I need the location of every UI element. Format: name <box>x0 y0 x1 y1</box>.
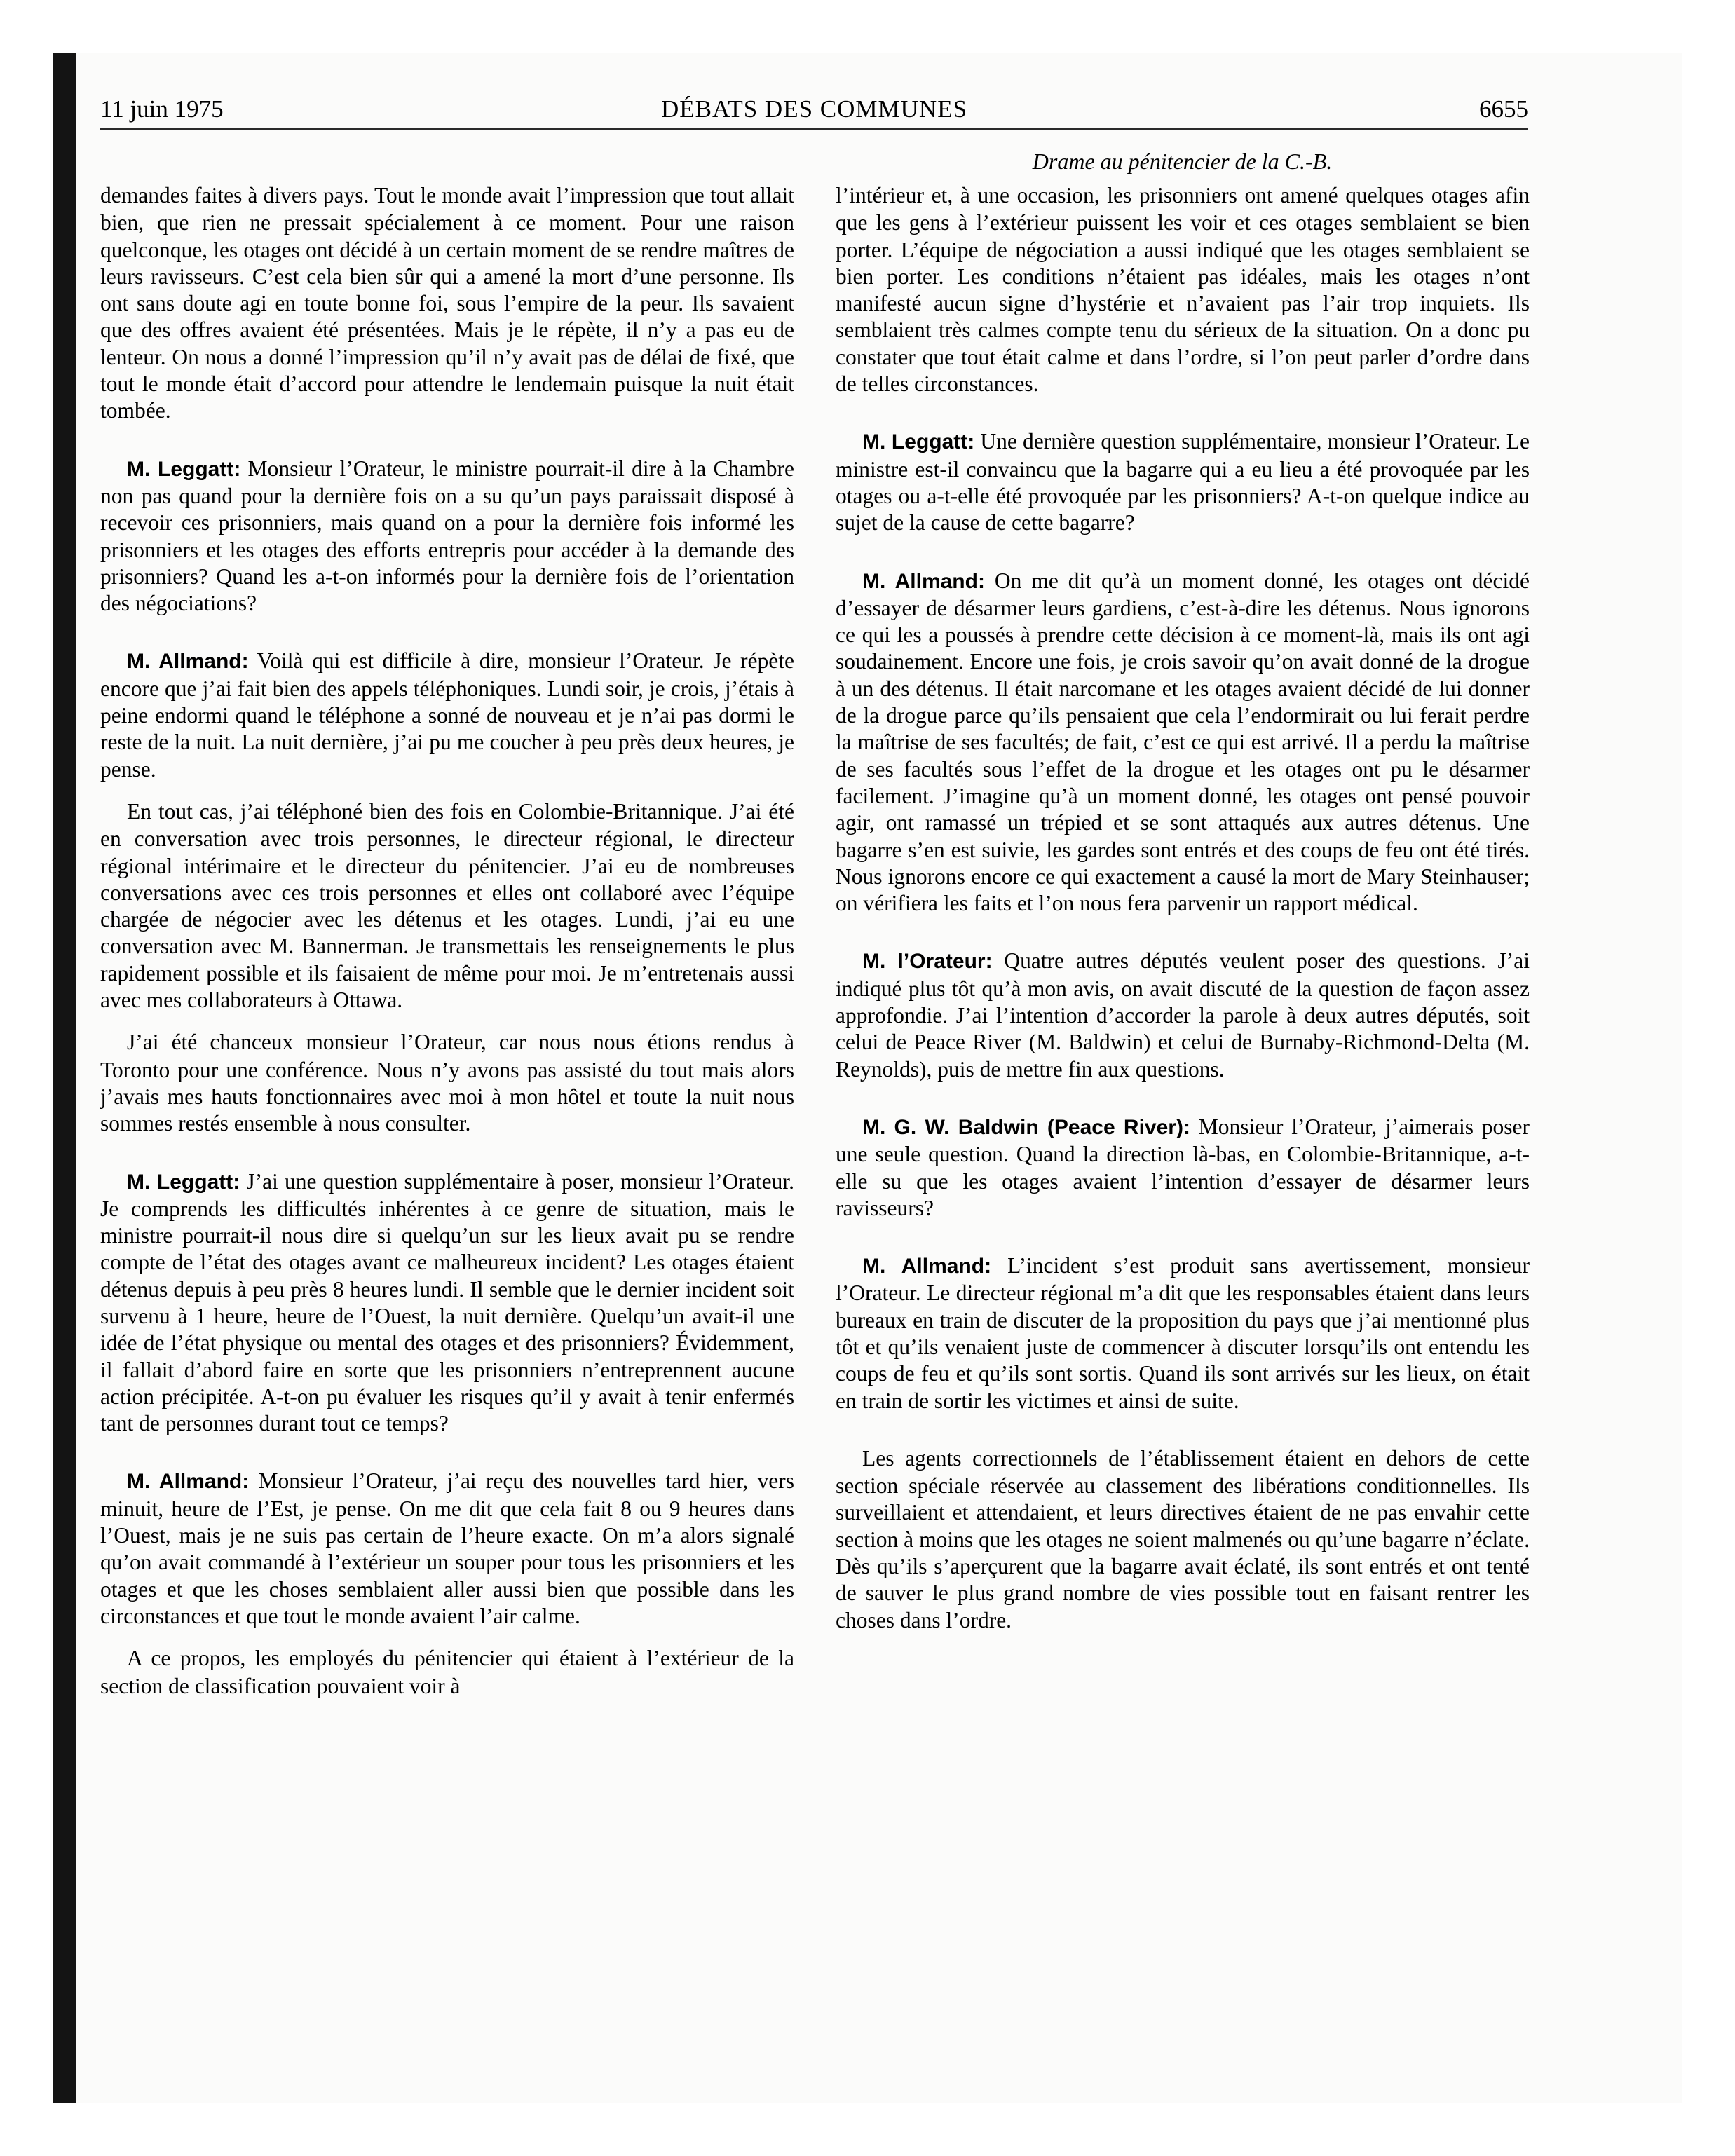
paragraph-text: Les agents correctionnels de l’établissement étaient en dehors de cette section spéciale réservée au classement des libérations conditionnelles. Ils surveillaient et attendaient, et leurs directives étaient de ne pas envahir cette section à moins que les otages ne soient malmenés ou qu’une bagarre n’éclate. Dès qu’ils s’aperçurent que la bagarre avait éclaté, ils sont entrés et ont tenté de sauver le plus grand nombre de vies possible tout en faisant rentrer les choses dans l’ordre. <box>836 1445 1530 1632</box>
paragraph <box>836 428 1530 536</box>
scan-edge <box>53 53 76 2103</box>
speaker-name: M. l’Orateur: <box>862 950 993 974</box>
paragraph <box>836 1253 1530 1414</box>
paragraph-text: On me dit qu’à un moment donné, les otages ont décidé d’essayer de désarmer leurs gardiens, c’est-à-dire les détenus. Nous ignorons ce qui les a poussés à prendre cette décision à ce moment-là, mais ils ont agi soudainement. Encore une fois, je crois savoir qu’on avait donné de la drogue à un des détenus. Il était narcomane et les otages avaient décidé de lui donner de la drogue parce qu’ils pensaient que cela l’endormirait ou lui ferait perdre la maîtrise de ses facultés; de fait, c’est ce qui est arrivé. Il a perdu la maîtrise de ses facultés sous l’effet de la drogue et les otages ont pu le désarmer facilement. J’imagine qu’à un moment donné, les otages ont pensé pouvoir agir, ont ramassé un trépied et se sont attaqués aux autres détenus. Une bagarre s’en est suivie, les gardes sont entrés et des coups de feu ont été tirés. Nous ignorons encore ce qui exactement a causé la mort de Mary Steinhauser; on vérifiera les faits et l’on nous fera parvenir un rapport médical. <box>836 568 1530 916</box>
speaker-name: M. G. W. Baldwin (Peace River): <box>862 1115 1190 1139</box>
paragraph-text: Monsieur l’Orateur, j’aimerais poser une seule question. Quand la direction là-bas, en Colombie-Britannique, a-t-elle su que les otages avaient l’intention d’essayer de désarmer leurs ravisseurs? <box>836 1114 1530 1220</box>
paragraph <box>100 456 794 618</box>
paragraph <box>100 182 794 425</box>
paragraph <box>836 182 1530 397</box>
speaker-name: M. Leggatt: <box>127 457 241 481</box>
right-column <box>836 182 1530 2005</box>
paragraph <box>100 798 794 1014</box>
paragraph-text: Une dernière question supplémentaire, monsieur l’Orateur. Le ministre est-il convaincu que la bagarre qui a eu lieu a été provoquée par les otages ou a-t-elle été provoquée par les prisonniers? A-t-on quelque indice au sujet de la cause de cette bagarre? <box>836 429 1530 535</box>
header-date: 11 juin 1975 <box>100 95 224 123</box>
paragraph-text: En tout cas, j’ai téléphoné bien des fois en Colombie-Britannique. J’ai été en conversation avec trois personnes, le directeur régional, le directeur régional intérimaire et le directeur du pénitencier. J’ai eu de nombreuses conversations avec ces trois personnes et elles ont collaboré avec l’équipe chargée de négocier avec les détenus et les otages. Lundi, j’ai eu une conversation avec M. Bannerman. Je transmettais les renseignements le plus rapidement possible et ils faisaient de même pour moi. Je m’entretenais aussi avec mes collaborateurs à Ottawa. <box>100 798 794 1013</box>
paragraph <box>836 568 1530 917</box>
running-head: Drame au pénitencier de la C.-B. <box>1032 149 1333 174</box>
paragraph-text: J’ai une question supplémentaire à poser, monsieur l’Orateur. Je comprends les difficultés inhérentes à ce genre de situation, mais le ministre pourrait-il nous dire si quelqu’un sur les lieux avait pu se rendre compte de l’état des otages avant ce malheureux incident? Les otages étaient détenus depuis à peu près 8 heures lundi. Il semble que le dernier incident soit survenu à 1 heure, heure de l’Ouest, la nuit dernière. Quelqu’un avait-il une idée de l’état physique ou mental des otages et des prisonniers? Évidemment, il fallait d’abord faire en sorte que les prisonniers n’entreprennent aucune action précipitée. A-t-on pu évaluer les risques qu’il y avait à tenir enfermés tant de personnes durant tout ce temps? <box>100 1168 794 1436</box>
paragraph-text: L’incident s’est produit sans avertissement, monsieur l’Orateur. Le directeur régional m’a dit que les responsables étaient dans leurs bureaux en train de discuter de la proposition du pays que j’ai mentionné plus tôt et qu’ils venaient juste de commencer à discuter lorsqu’ils ont entendu les coups de feu et qu’ils sont sortis. Quand ils sont arrivés sur les lieux, on était en train de sortir les victimes et ainsi de suite. <box>836 1253 1530 1413</box>
paragraph-text: Voilà qui est difficile à dire, monsieur l’Orateur. Je répète encore que j’ai fait bien des appels téléphoniques. Lundi soir, je crois, j’étais à peine endormi quand le téléphone a sonné de nouveau et je n’ai pas dormi le reste de la nuit. La nuit dernière, j’ai pu me coucher à peu près deux heures, je pense. <box>100 648 794 782</box>
paragraph <box>100 1468 794 1630</box>
speaker-name: M. Allmand: <box>127 1470 250 1494</box>
header-rule <box>100 128 1528 130</box>
paragraph-text: Quatre autres députés veulent poser des questions. J’ai indiqué plus tôt qu’à mon avis, on avait discuté de la question de façon assez approfondie. J’ai l’intention d’accorder la parole à deux autres députés, soit celui de Peace River (M. Baldwin) et celui de Burnaby-Richmond-Delta (M. Reynolds), puis de mettre fin aux questions. <box>836 948 1530 1082</box>
page-header <box>100 90 1528 129</box>
paragraph <box>836 1114 1530 1222</box>
speaker-name: M. Allmand: <box>862 1255 992 1278</box>
speaker-name: M. Allmand: <box>127 650 249 674</box>
speaker-name: M. Leggatt: <box>127 1170 240 1194</box>
paragraph-text: l’intérieur et, à une occasion, les prisonniers ont amené quelques otages afin que les gens à l’extérieur puissent les voir et ces otages semblaient se bien porter. L’équipe de négociation a aussi indiqué que les otages semblaient se bien porter. Les conditions n’étaient pas idéales, mais les otages n’ont manifesté aucun signe d’hystérie et n’avaient pas l’air trop inquiets. Ils semblaient très calmes compte tenu du sérieux de la situation. On a donc pu constater que tout était calme et dans l’ordre, si l’on peut parler d’ordre dans de telles circonstances. <box>836 183 1530 397</box>
left-column <box>100 182 794 2005</box>
paragraph <box>100 1168 794 1438</box>
header-title: DÉBATS DES COMMUNES <box>660 95 968 123</box>
paragraph <box>100 648 794 782</box>
header-page-number: 6655 <box>1479 95 1528 123</box>
speaker-name: M. Leggatt: <box>862 430 975 454</box>
paragraph <box>100 1029 794 1137</box>
paragraph <box>836 1445 1530 1634</box>
paragraph-text: J’ai été chanceux monsieur l’Orateur, car nous nous étions rendus à Toronto pour une conférence. Nous n’y avons pas assisté du tout mais alors j’avais mes hauts fonctionnaires avec moi à mon hôtel et toute la nuit nous sommes restés ensemble à nous consulter. <box>100 1030 794 1136</box>
paragraph <box>836 948 1530 1082</box>
speaker-name: M. Allmand: <box>862 569 985 593</box>
paragraph-text: demandes faites à divers pays. Tout le monde avait l’impression que tout allait bien, que rien ne pressait spécialement à ce moment. Pour une raison quelconque, les otages ont décidé à un certain moment de se rendre maîtres de leurs ravisseurs. C’est cela bien sûr qui a amené la mort d’une personne. Ils ont sans doute agi en toute bonne foi, sous l’empire de la peur. Ils savaient que des offres avaient été présentées. Mais je le répète, il n’y a pas eu de lenteur. On nous a donné l’impression qu’il n’y avait pas de délai de fixé, que tout le monde était d’accord pour attendre le lendemain puisque la nuit était tombée. <box>100 183 794 423</box>
paragraph <box>100 1645 794 1700</box>
paragraph-text: Monsieur l’Orateur, le ministre pourrait-il dire à la Chambre non pas quand pour la dernière fois on a su qu’un pays paraissait disposé à recevoir ces prisonniers, mais quand on a pour la dernière fois informé les prisonniers et les otages des efforts entrepris pour accéder à la demande des prisonniers? Quand les a-t-on informés pour la dernière fois de l’orientation des négociations? <box>100 456 794 616</box>
paragraph-text: Monsieur l’Orateur, j’ai reçu des nouvelles tard hier, vers minuit, heure de l’Est, je pense. On me dit que cela fait 8 ou 9 heures dans l’Ouest, mais je ne suis pas certain de l’heure exacte. On m’a alors signalé qu’on avait commandé à l’extérieur un souper pour tous les prisonniers et les otages et que les choses semblaient aller aussi bien que possible dans les circonstances et que tout le monde avaient l’air calme. <box>100 1468 794 1628</box>
paragraph-text: A ce propos, les employés du pénitencier qui étaient à l’extérieur de la section de classification pouvaient voir à <box>100 1646 794 1698</box>
